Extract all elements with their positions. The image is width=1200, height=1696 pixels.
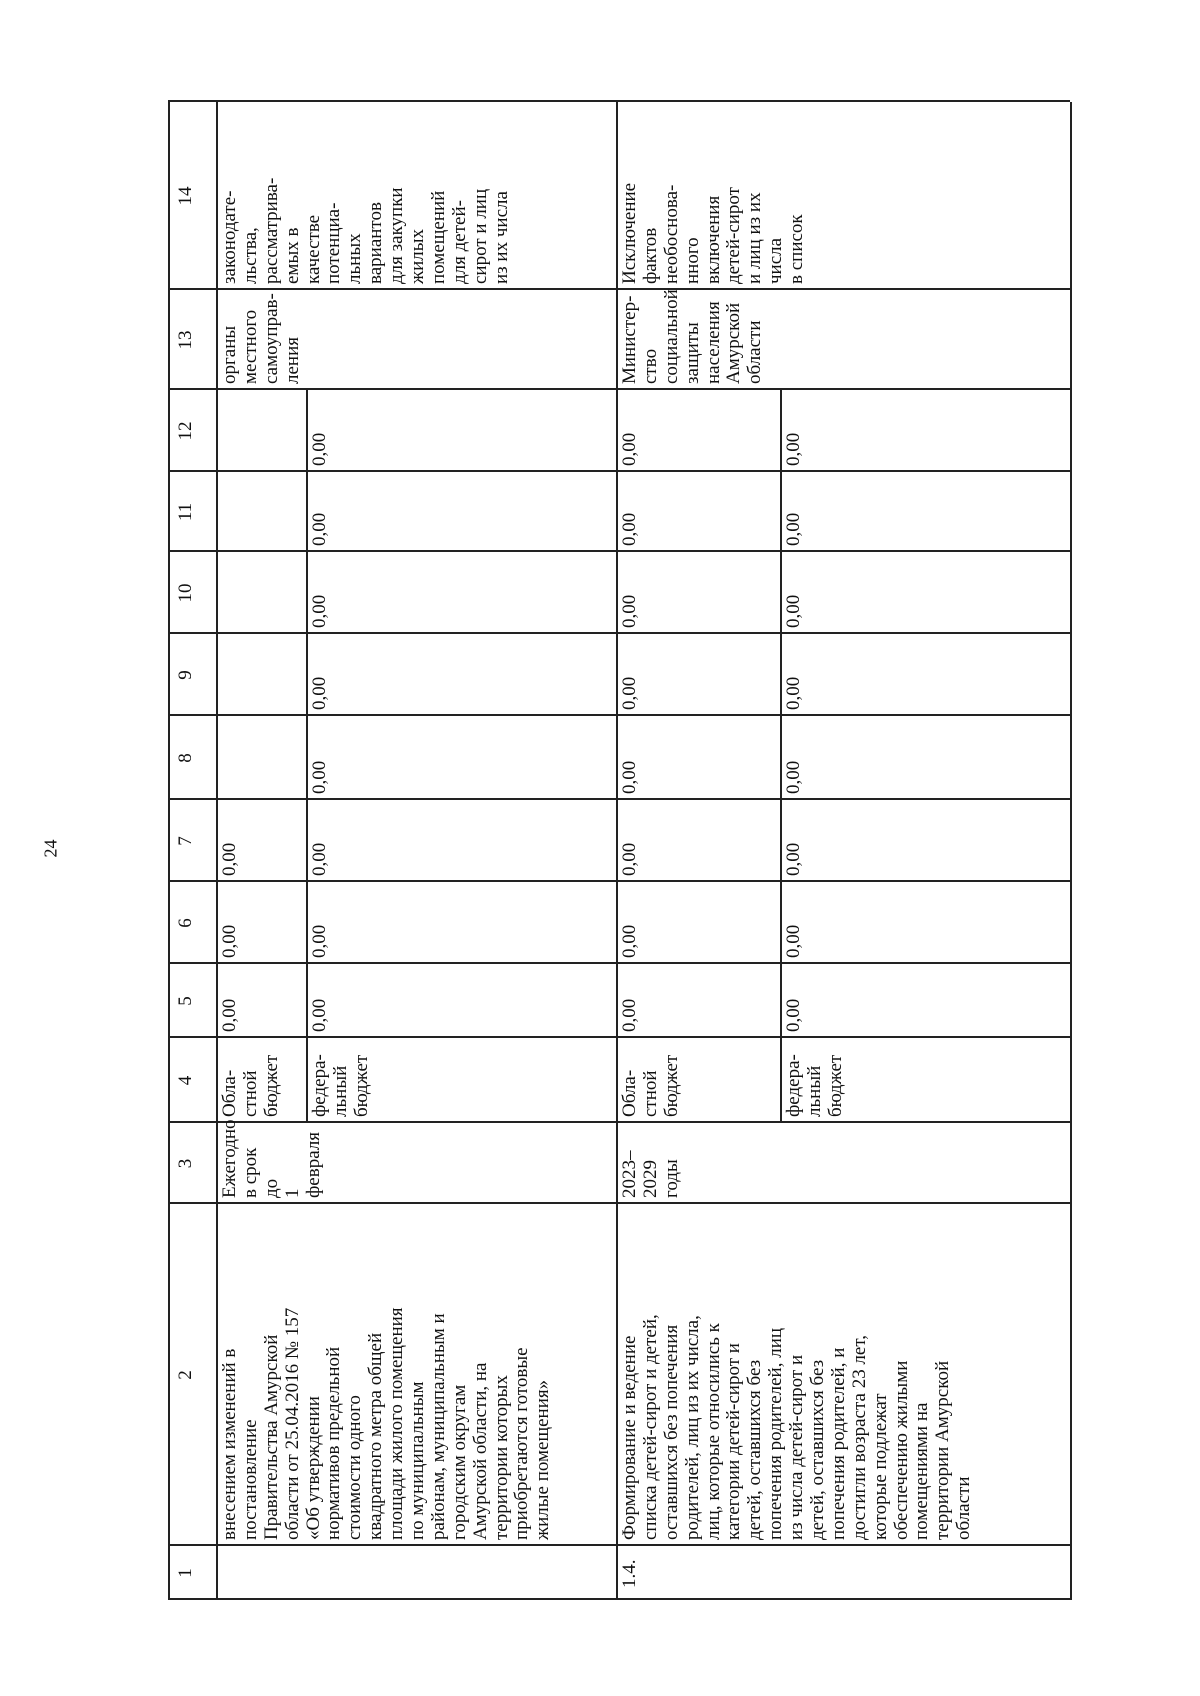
row-border bbox=[1070, 102, 1072, 1600]
funding-value-7: 0,00 bbox=[219, 842, 240, 876]
funding-value-10: 0,00 bbox=[619, 594, 640, 628]
column-header: 10 bbox=[175, 583, 196, 603]
funding-value-5: 0,00 bbox=[219, 998, 240, 1032]
funding-value-6: 0,00 bbox=[309, 924, 330, 958]
activity-description: Формирование и ведение списка детей-сирот и детей, оставшихся без попечения родителей, лиц из их числа, лиц, которые относились к категории детей-сирот и детей, оставшихся без попечения родителей, лиц из числа детей-сирот и детей, оставшихся без попечения родителей, и достигли возраста 23 лет, которые подлежат обеспечению жилыми помещениями на территории Амурской области bbox=[619, 1314, 975, 1540]
column-header: 7 bbox=[175, 836, 196, 846]
expected-result: Исключение фактов необоснова- нного включения детей-сирот и лиц из их числа в список bbox=[619, 182, 808, 284]
funding-value-11: 0,00 bbox=[619, 512, 640, 546]
column-header: 5 bbox=[175, 996, 196, 1006]
column-header: 4 bbox=[175, 1075, 196, 1086]
funding-source: Обла- стной бюджет bbox=[619, 1054, 682, 1117]
funding-value-10: 0,00 bbox=[309, 594, 330, 628]
funding-value-10: 0,00 bbox=[783, 594, 804, 628]
column-header: 2 bbox=[175, 1370, 196, 1380]
funding-value-6: 0,00 bbox=[219, 924, 240, 958]
funding-value-9: 0,00 bbox=[783, 676, 804, 710]
funding-value-12: 0,00 bbox=[309, 432, 330, 466]
funding-value-9: 0,00 bbox=[619, 676, 640, 710]
column-header: 9 bbox=[175, 670, 196, 680]
column-header: 1 bbox=[175, 1568, 196, 1578]
expected-result: законодате- льства, рассматрива- емых в качестве потенциа- льных вариантов для закупки жилых помещений для детей- сирот и лиц из их числа bbox=[219, 177, 512, 284]
funding-value-6: 0,00 bbox=[783, 924, 804, 958]
funding-value-5: 0,00 bbox=[309, 998, 330, 1032]
funding-value-5: 0,00 bbox=[619, 998, 640, 1032]
funding-value-12 bbox=[216, 390, 306, 472]
funding-value-12: 0,00 bbox=[783, 432, 804, 466]
funding-source: федера- льный бюджет bbox=[783, 1054, 846, 1117]
column-header: 3 bbox=[175, 1158, 196, 1169]
row-number: 1.4. bbox=[619, 1559, 640, 1588]
funding-value-7: 0,00 bbox=[619, 842, 640, 876]
funding-value-8: 0,00 bbox=[309, 760, 330, 794]
funding-value-9: 0,00 bbox=[309, 676, 330, 710]
funding-value-11: 0,00 bbox=[309, 512, 330, 546]
funding-source: федера- льный бюджет bbox=[309, 1054, 372, 1117]
funding-value-7: 0,00 bbox=[783, 842, 804, 876]
funding-value-9 bbox=[216, 634, 306, 716]
funding-value-5: 0,00 bbox=[783, 998, 804, 1032]
deadline: 2023–2029 годы bbox=[619, 1150, 682, 1198]
program-table bbox=[168, 102, 1070, 1600]
row-number bbox=[216, 1546, 616, 1600]
funding-value-8 bbox=[216, 716, 306, 800]
column-header: 8 bbox=[175, 753, 196, 763]
funding-value-11: 0,00 bbox=[783, 512, 804, 546]
responsible-executor: Министер- ство социальной защиты населения Амурской области bbox=[619, 289, 766, 384]
column-header: 12 bbox=[175, 421, 196, 441]
activity-description: внесением изменений в постановление Правительства Амурской области от 25.04.2016 № 157 «Об утверждении нормативов предельной стоимости одного квадратного метра общей площади жилого помещения по муниципальным районам, муниципальным и городским округам Амурской области, на территории которых приобретаются готовые жилые помещения» bbox=[219, 1307, 554, 1540]
page-number: 24 bbox=[40, 839, 61, 858]
funding-value-11 bbox=[216, 472, 306, 552]
funding-value-8: 0,00 bbox=[783, 760, 804, 794]
column-header: 13 bbox=[175, 330, 196, 350]
column-header: 6 bbox=[175, 918, 196, 928]
deadline: Ежегодно в срок до 1 февраля bbox=[219, 1119, 324, 1198]
column-header: 11 bbox=[175, 502, 196, 522]
funding-value-7: 0,00 bbox=[309, 842, 330, 876]
column-header: 14 bbox=[175, 186, 196, 206]
funding-value-10 bbox=[216, 552, 306, 634]
responsible-executor: органы местного самоуправ- ления bbox=[219, 293, 303, 384]
funding-value-6: 0,00 bbox=[619, 924, 640, 958]
funding-value-12: 0,00 bbox=[619, 432, 640, 466]
funding-value-8: 0,00 bbox=[619, 760, 640, 794]
funding-source: Обла- стной бюджет bbox=[219, 1054, 282, 1117]
